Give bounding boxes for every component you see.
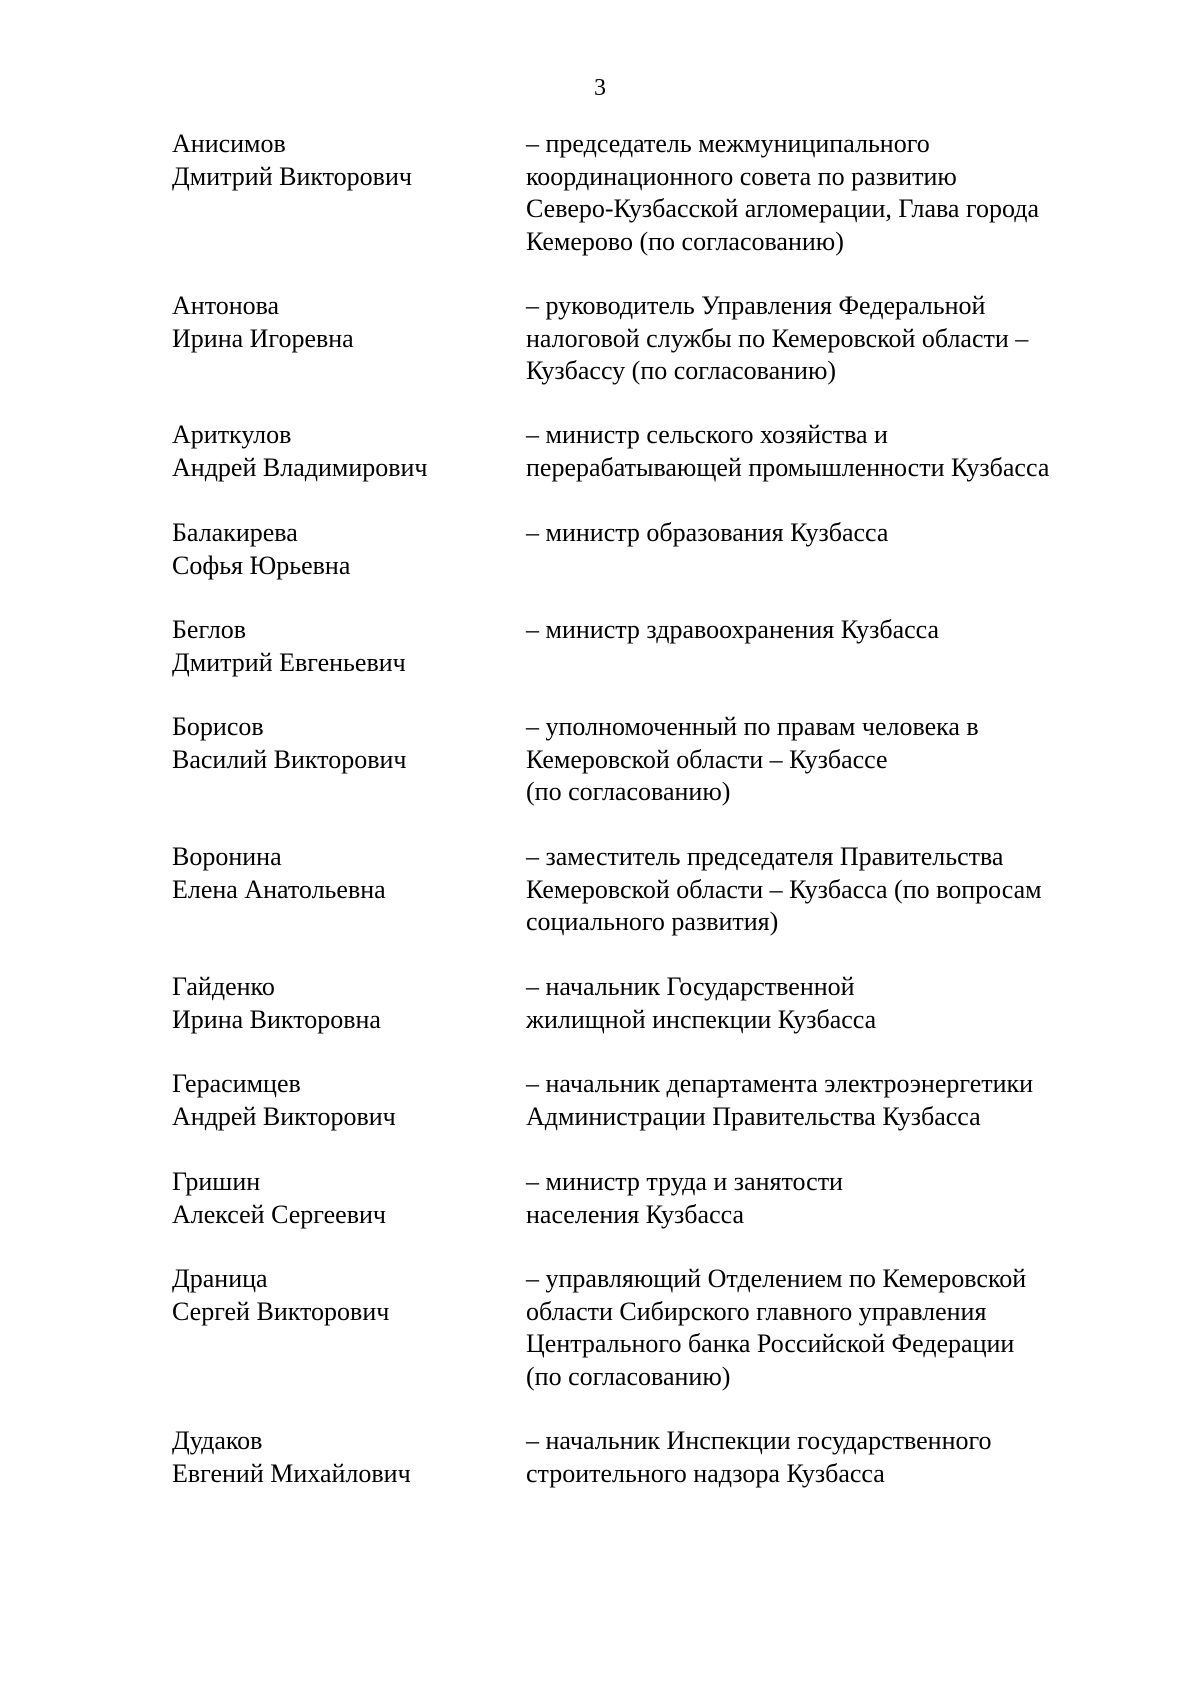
- member-name: [172, 841, 502, 906]
- member-position: [526, 290, 1116, 388]
- position-line: – председатель межмуниципального: [526, 129, 930, 158]
- member-surname: Дудаков: [172, 1426, 263, 1455]
- member-surname: Беглов: [172, 615, 247, 644]
- position-line: Центрального банка Российской Федерации: [526, 1329, 1015, 1358]
- member-given-names: Андрей Викторович: [172, 1101, 396, 1131]
- member-given-names: Софья Юрьевна: [172, 550, 351, 580]
- member-name: [172, 711, 502, 776]
- member-name: [172, 517, 502, 582]
- position-line: Северо-Кузбасской агломерации, Глава города: [526, 194, 1039, 223]
- member-given-names: Андрей Владимирович: [172, 452, 428, 482]
- position-line: Кузбассу (по согласованию): [526, 356, 837, 385]
- member-position: [526, 1425, 1116, 1490]
- member-position: [526, 711, 1116, 809]
- member-name: [172, 614, 502, 679]
- member-name: [172, 1166, 502, 1231]
- member-given-names: Сергей Викторович: [172, 1296, 390, 1326]
- member-position: [526, 517, 1116, 550]
- position-line: – начальник департамента электроэнергетики: [526, 1069, 1034, 1098]
- member-surname: Балакирева: [172, 518, 298, 547]
- member-name: [172, 1263, 502, 1328]
- member-given-names: Ирина Игоревна: [172, 323, 354, 353]
- position-line: Администрации Правительства Кузбасса: [526, 1101, 981, 1131]
- position-line: – министр сельского хозяйства и: [526, 420, 888, 449]
- member-surname: Гришин: [172, 1167, 261, 1196]
- member-given-names: Дмитрий Викторович: [172, 161, 412, 191]
- member-surname: Ариткулов: [172, 420, 292, 449]
- position-line: населения Кузбасса: [526, 1199, 745, 1229]
- member-position: [526, 841, 1116, 939]
- member-name: [172, 128, 502, 193]
- member-position: [526, 128, 1116, 258]
- position-line: – руководитель Управления Федеральной: [526, 291, 986, 320]
- position-line: координационного совета по развитию: [526, 161, 957, 191]
- position-line: области Сибирского главного управления: [526, 1296, 987, 1326]
- position-line: налоговой службы по Кемеровской области –: [526, 323, 1029, 353]
- position-line: – заместитель председателя Правительства: [526, 842, 1004, 871]
- position-line: – начальник Государственной: [526, 972, 855, 1001]
- position-line: Кемерово (по согласованию): [526, 226, 844, 256]
- position-line: перерабатывающей промышленности Кузбасса: [526, 452, 1050, 482]
- member-surname: Герасимцев: [172, 1069, 301, 1098]
- position-line: жилищной инспекции Кузбасса: [526, 1004, 877, 1034]
- member-given-names: Ирина Викторовна: [172, 1004, 381, 1034]
- member-position: [526, 1263, 1116, 1393]
- member-surname: Гайденко: [172, 972, 275, 1001]
- member-position: [526, 1068, 1116, 1133]
- member-name: [172, 971, 502, 1036]
- member-given-names: Елена Анатольевна: [172, 874, 386, 904]
- position-line: социального развития): [526, 907, 779, 936]
- member-surname: Воронина: [172, 842, 282, 871]
- member-given-names: Василий Викторович: [172, 744, 407, 774]
- member-given-names: Алексей Сергеевич: [172, 1199, 386, 1229]
- member-surname: Драница: [172, 1264, 268, 1293]
- member-position: [526, 419, 1116, 484]
- position-line: – управляющий Отделением по Кемеровской: [526, 1264, 1027, 1293]
- member-name: [172, 290, 502, 355]
- member-surname: Борисов: [172, 712, 264, 741]
- position-line: (по согласованию): [526, 777, 731, 806]
- member-given-names: Дмитрий Евгеньевич: [172, 647, 406, 677]
- member-name: [172, 1425, 502, 1490]
- member-position: [526, 614, 1116, 647]
- position-line: – начальник Инспекции государственного: [526, 1426, 992, 1455]
- position-line: – министр труда и занятости: [526, 1167, 843, 1196]
- member-given-names: Евгений Михайлович: [172, 1458, 411, 1488]
- position-line: строительного надзора Кузбасса: [526, 1458, 885, 1488]
- member-name: [172, 1068, 502, 1133]
- position-line: Кемеровской области – Кузбасса (по вопросам: [526, 874, 1042, 904]
- member-surname: Анисимов: [172, 129, 286, 158]
- page-number: 3: [594, 75, 606, 101]
- position-line: – министр здравоохранения Кузбасса: [526, 615, 940, 644]
- position-line: (по согласованию): [526, 1361, 731, 1391]
- position-line: – министр образования Кузбасса: [526, 518, 889, 547]
- member-position: [526, 971, 1116, 1036]
- member-surname: Антонова: [172, 291, 280, 320]
- member-position: [526, 1166, 1116, 1231]
- position-line: Кемеровской области – Кузбассе: [526, 744, 888, 774]
- member-name: [172, 419, 502, 484]
- position-line: – уполномоченный по правам человека в: [526, 712, 979, 741]
